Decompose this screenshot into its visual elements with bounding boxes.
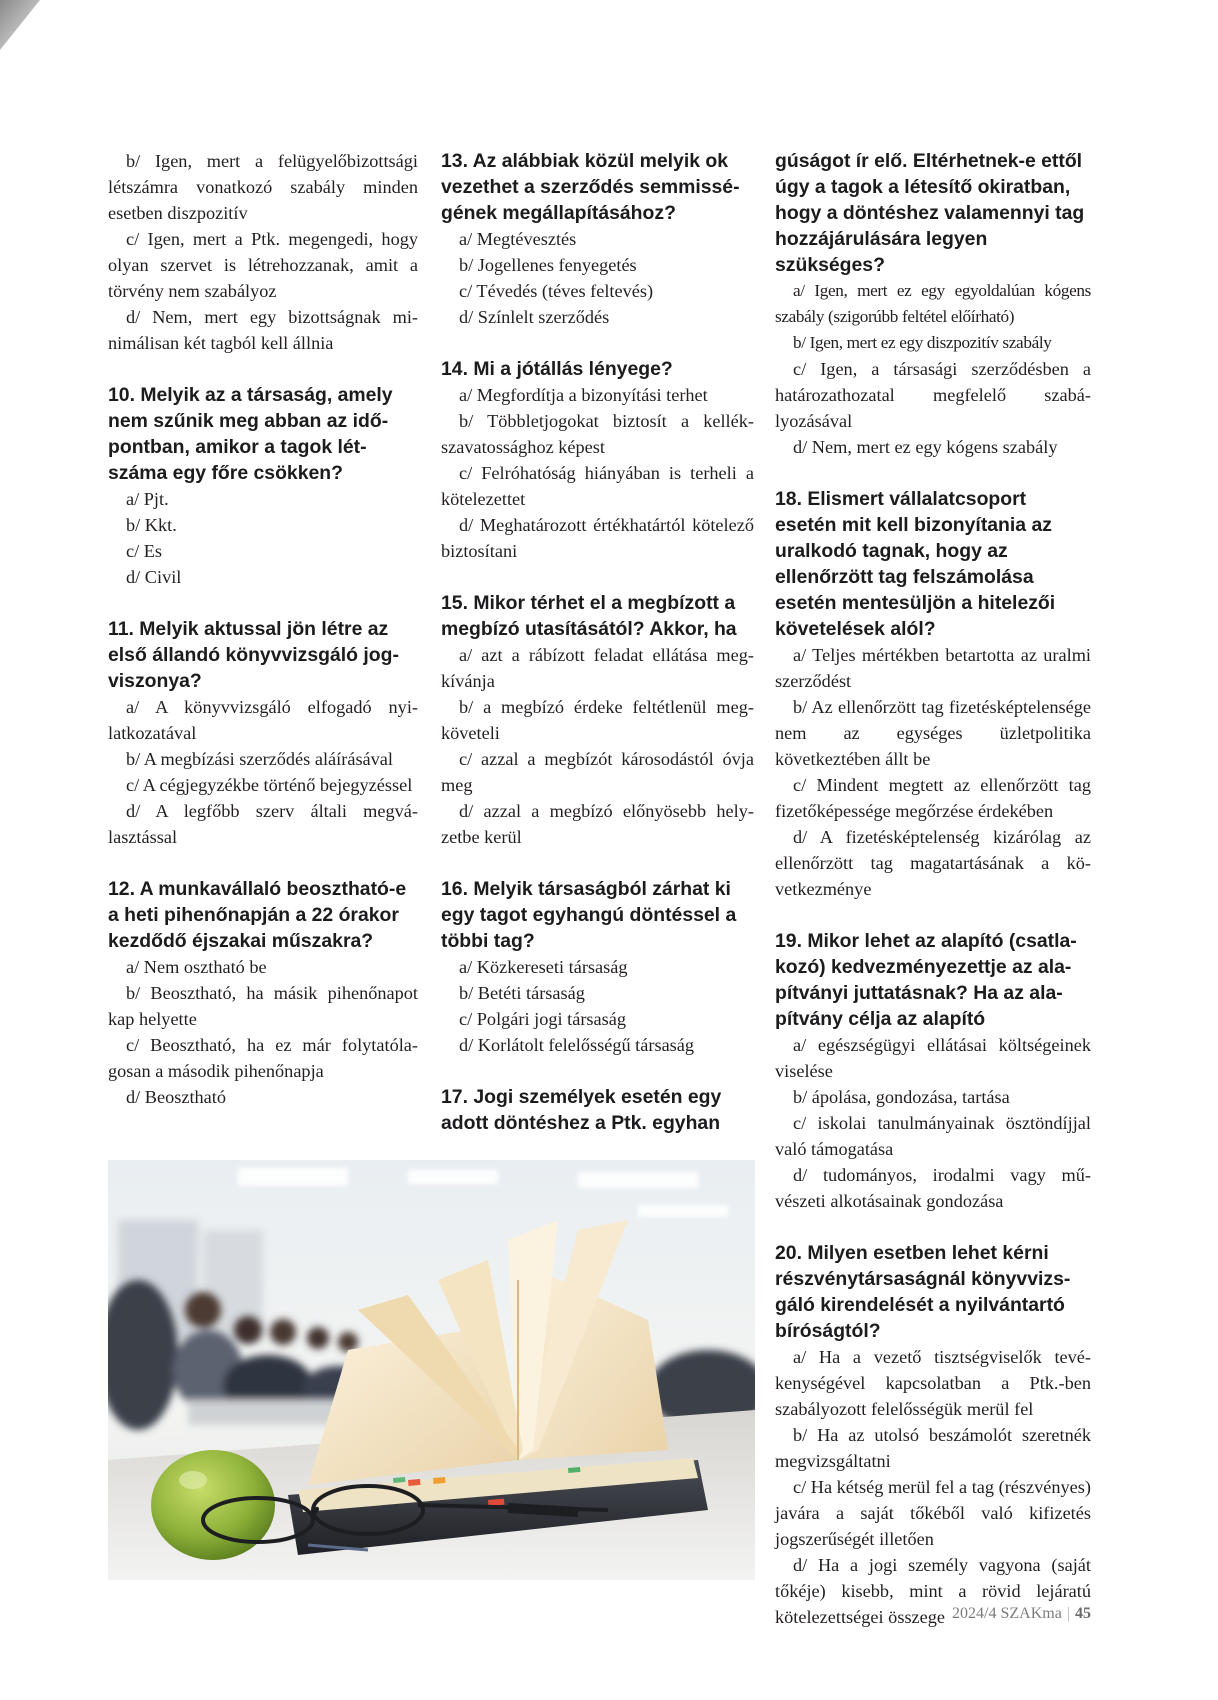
- option: b/ Jogellenes fenyegetés: [459, 255, 637, 275]
- option: a/ Megtévesztés: [459, 229, 577, 249]
- option: d/ Ha a jogi személy vagyona (saját tőkéje) kisebb, mint a rövid lejáratú kötelezettségei összege: [775, 1555, 1091, 1627]
- option: c/ Igen, mert a Ptk. megengedi, hogy olyan szervet is létrehozzanak, amit a törvény nem szabályoz: [108, 229, 418, 301]
- option: a/ azt a rábízott feladat ellátása megkívánja: [441, 645, 754, 691]
- option: d/ Meghatározott értékhatártól kötelező biztosítani: [441, 515, 754, 561]
- question-19-title: 19. Mikor lehet az alapító (csatlakozó) kedvezményezettje az alapítványi juttatásnak? Ha az alapítvány célja az alapító: [775, 930, 1077, 1030]
- option: b/ Ha az utolsó beszámolót szeretnék megvizsgáltatni: [775, 1425, 1091, 1471]
- question-13-title: 13. Az alábbiak közül melyik ok vezethet a szerződés semmisségének megállapításához?: [441, 150, 740, 224]
- option: d/ azzal a megbízó előnyösebb helyzetbe kerül: [441, 801, 754, 847]
- option: c/ Igen, a társasági szerződésben a határozathozatal megfelelő szabályozásával: [775, 359, 1091, 431]
- option: c/ Ha kétség merül fel a tag (részvényes) javára a saját tőkéből való kifizetés jogszerűségét illetően: [775, 1477, 1091, 1549]
- option: c/ Es: [126, 541, 163, 561]
- option: b/ Többletjogokat biztosít a kellékszavatossághoz képest: [441, 411, 754, 457]
- column-2: [441, 148, 754, 1136]
- question-14-title: 14. Mi a jótállás lényege?: [441, 358, 673, 380]
- column-3: [775, 148, 1091, 1630]
- option: c/ iskolai tanulmányainak ösztöndíjjal való támogatása: [775, 1113, 1091, 1159]
- option: b/ Az ellenőrzött tag fizetésképtelensége nem az egységes üzletpolitika következtében állt be: [775, 697, 1091, 769]
- option: b/ Beosztható, ha másik pihenőnapot kap helyette: [108, 983, 418, 1029]
- question-17-title-end: gúságot ír elő. Eltérhetnek-e ettől úgy a tagok a létesítő okiratban, hogy a döntéshez valamennyi tag hozzájárulására legyen szükséges?: [775, 150, 1085, 276]
- question-18-title: 18. Elismert vállalatcsoport esetén mit kell bizonyítania az uralkodó tagnak, hogy az ellenőrzött tag felszámolása esetén mentesüljön a hitelezői követelések alól?: [775, 488, 1056, 640]
- question-11-title: 11. Melyik aktussal jön létre az első állandó könyvvizsgáló jogviszonya?: [108, 618, 399, 692]
- option: b/ a megbízó érdeke feltétlenül megköveteli: [441, 697, 754, 743]
- page-number: 45: [1075, 1605, 1091, 1622]
- column-1: [108, 148, 418, 1110]
- option: c/ Polgári jogi társaság: [459, 1009, 627, 1029]
- option: c/ Mindent megtett az ellenőrzött tag fizetőképessége megőrzése érdekében: [775, 775, 1091, 821]
- question-16-title: 16. Melyik társaságból zárhat ki egy tagot egyhangú döntéssel a többi tag?: [441, 878, 737, 952]
- question-20-title: 20. Milyen esetben lehet kérni részvénytársaságnál könyvvizsgáló kirendelését a nyilvántartó bíróságtól?: [775, 1242, 1071, 1342]
- corner-decoration: [0, 0, 60, 60]
- option: a/ A könyvvizsgáló elfogadó nyilatkozatával: [108, 697, 418, 743]
- option: a/ Teljes mértékben betartotta az uralmi szerződést: [775, 645, 1091, 691]
- option: b/ Igen, mert a felügyelőbizottsági létszámra vonatkozó szabály minden esetben diszpozitív: [108, 151, 418, 223]
- option: d/ Nem, mert egy bizottságnak minimálisan két tagból kell állnia: [108, 307, 418, 353]
- option: d/ Civil: [126, 567, 182, 587]
- question-10-title: 10. Melyik az a társaság, amely nem szűnik meg abban az időpontban, amikor a tagok létszáma egy főre csökken?: [108, 384, 393, 484]
- option: b/ ápolása, gondozása, tartása: [793, 1087, 1010, 1107]
- option: d/ A fizetésképtelenség kizárólag az ellenőrzött tag magatartásának a következménye: [775, 827, 1091, 899]
- option: a/ Közkereseti társaság: [459, 957, 628, 977]
- issue-label: 2024/4 SZAKma: [952, 1605, 1062, 1622]
- option: b/ Betéti társaság: [459, 983, 585, 1003]
- option: c/ Beosztható, ha ez már folytatólagosan a második pihenőnapja: [108, 1035, 418, 1081]
- option: a/ Ha a vezető tisztségviselők tevékenységével kapcsolatban a Ptk.-ben szabályozott felelősségük merül fel: [775, 1347, 1091, 1419]
- option: c/ A cégjegyzékbe történő bejegyzéssel: [126, 775, 413, 795]
- option: d/ Korlátolt felelősségű társaság: [459, 1035, 695, 1055]
- question-17-title-start: 17. Jogi személyek esetén egy adott döntéshez a Ptk. egyhan: [441, 1086, 722, 1134]
- option: d/ Színlelt szerződés: [459, 307, 610, 327]
- option: a/ Megfordítja a bizonyítási terhet: [459, 385, 708, 405]
- option: c/ Felróhatóság hiányában is terheli a kötelezettet: [441, 463, 754, 509]
- option: d/ Nem, mert ez egy kógens szabály: [793, 437, 1058, 457]
- option: a/ Nem osztható be: [126, 957, 267, 977]
- option: b/ Kkt.: [126, 515, 177, 535]
- option: c/ azzal a megbízót károsodástól óvja meg: [441, 749, 754, 795]
- option: c/ Tévedés (téves feltevés): [459, 281, 654, 301]
- question-12-title: 12. A munkavállaló beosztható-e a heti pihenőnapján a 22 órakor kezdődő éjszakai műszakra?: [108, 878, 407, 952]
- page-footer: 2024/4 SZAKma | 45: [952, 1605, 1091, 1622]
- question-15-title: 15. Mikor térhet el a megbízott a megbízó utasításától? Akkor, ha: [441, 592, 737, 640]
- option: a/ Igen, mert ez egy egyoldalúan kógens szabály (szigorúbb feltétel előírható): [775, 281, 1091, 326]
- option: d/ tudományos, irodalmi vagy művészeti alkotásainak gondozása: [775, 1165, 1091, 1211]
- option: d/ Beosztható: [126, 1087, 227, 1107]
- classroom-book-photo: [108, 1160, 755, 1580]
- option: a/ egészségügyi ellátásai költségeinek viselése: [775, 1035, 1091, 1081]
- option: b/ Igen, mert ez egy diszpozitív szabály: [793, 333, 1052, 352]
- option: b/ A megbízási szerződés aláírásával: [126, 749, 394, 769]
- option: a/ Pjt.: [126, 489, 169, 509]
- option: d/ A legfőbb szerv általi megválasztással: [108, 801, 418, 847]
